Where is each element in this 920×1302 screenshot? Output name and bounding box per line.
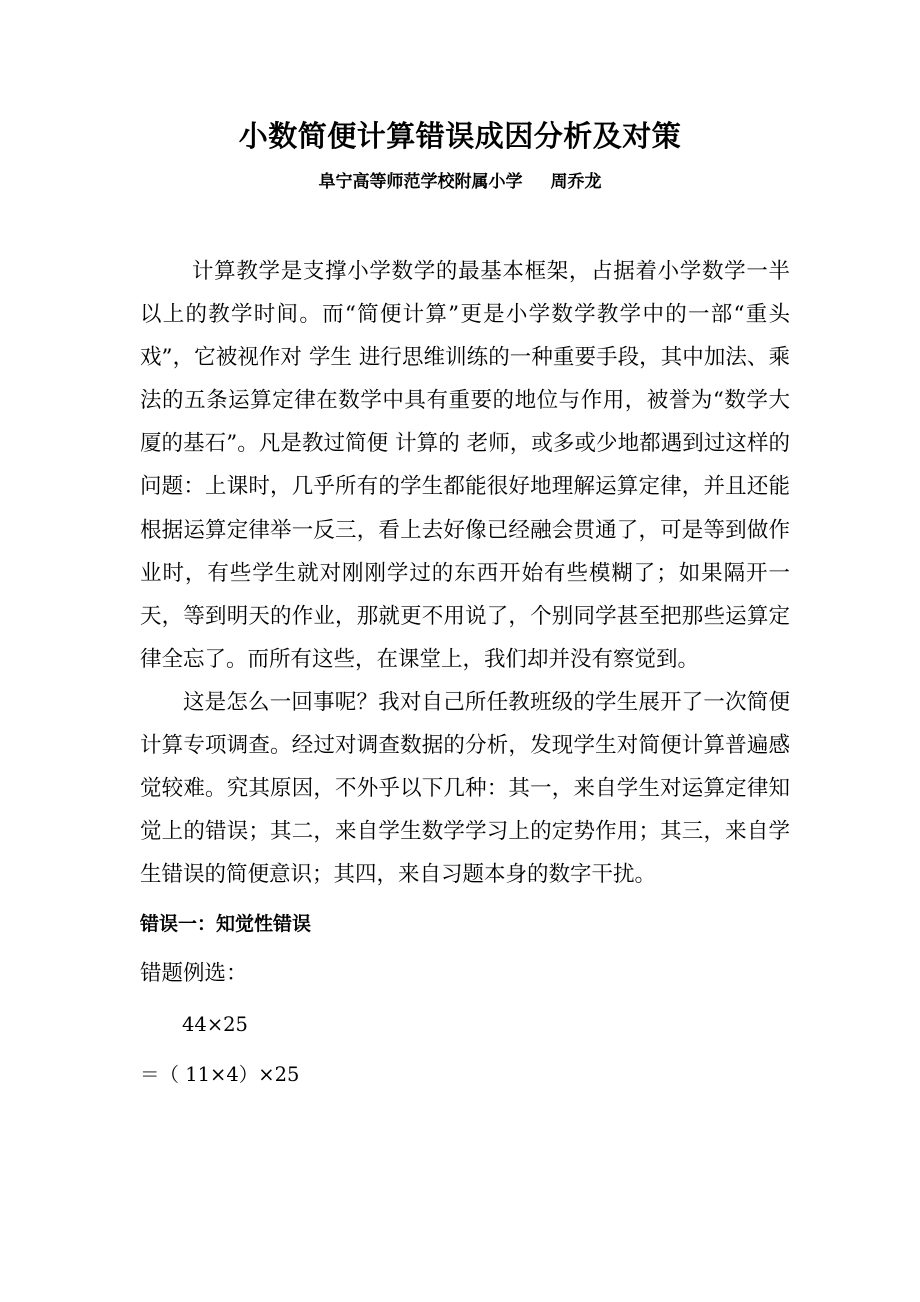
author-name: 周乔龙 [550,172,602,192]
paragraph-survey: 这是怎么一回事呢？我对自己所任教班级的学生展开了一次简便计算专项调查。经过对调查数据的分析，发现学生对简便计算普遍感觉较难。究其原因，不外乎以下几种：其一，来自学生对运算定律知觉上的错误；其二，来自学生数学学习上的定势作用；其三，来自学生错误的简便意识；其四，来自习题本身的数字干扰。 [140,689,790,888]
document-body [140,250,790,1100]
school-name: 阜宁高等师范学校附属小学 [318,172,523,192]
expression-line: 44×25 [182,1013,248,1037]
expression-line: ＝（ 11×4）×25 [140,1063,300,1087]
example-label: 错题例选： [140,961,248,987]
section-heading: 错误一：知觉性错误 [140,913,312,936]
document-title: 小数简便计算错误成因分析及对策 [238,119,682,153]
paragraph-intro: 计算教学是支撑小学数学的最基本框架，占据着小学数学一半以上的教学时间。而“简便计算”更是小学数学教学中的一部“重头戏”，它被视作对 学生 进行思维训练的一种重要手段，其中加法、乘法的五条运算定律在数学中具有重要的地位与作用，被誉为“数学大厦的基石”。凡是教过简便 计算的 老师，或多或少地都遇到过这样的问题：上课时，几乎所有的学生都能很好地理解运算定律，并且还能根据运算定律举一反三，看上去好像已经融会贯通了，可是等到做作业时，有些学生就对刚刚学过的东西开始有些模糊了；如果隔开一天，等到明天的作业，那就更不用说了，个别同学甚至把那些运算定律全忘了。而所有这些，在课堂上，我们却并没有察觉到。 [140,259,790,672]
byline [0,168,920,196]
